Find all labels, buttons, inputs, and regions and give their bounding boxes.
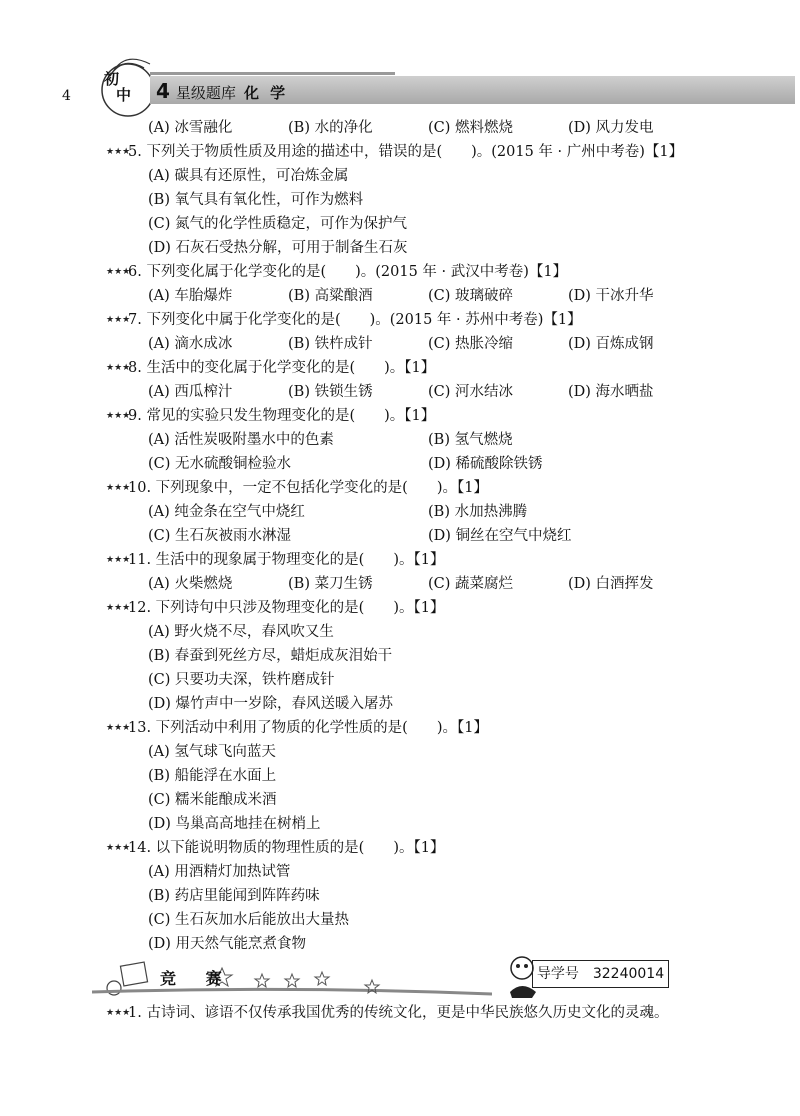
option: (D) 干冰升华 — [568, 288, 654, 304]
option: (D) 稀硫酸除铁锈 — [428, 456, 543, 472]
question-stem: 10. 下列现象中，一定不包括化学变化的是( )。【1】 — [128, 480, 488, 496]
option: (D) 爆竹声中一岁除，春风送暖入屠苏 — [148, 696, 394, 712]
difficulty-stars-icon: ★★★ — [106, 483, 131, 493]
question-stem: 13. 下列活动中利用了物质的化学性质的是( )。【1】 — [128, 720, 488, 736]
option: (B) 铁锁生锈 — [288, 384, 373, 400]
option: (A) 纯金条在空气中烧红 — [148, 504, 305, 520]
option: (C) 燃料燃烧 — [428, 120, 514, 136]
option: (A) 火柴燃烧 — [148, 576, 233, 592]
difficulty-stars-icon: ★★★ — [106, 555, 131, 565]
option: (A) 活性炭吸附墨水中的色素 — [148, 432, 334, 448]
competition-banner-icon — [92, 958, 492, 1000]
page-number: 4 — [62, 88, 71, 104]
option: (C) 氮气的化学性质稳定，可作为保护气 — [148, 216, 408, 232]
option: (A) 野火烧不尽，春风吹又生 — [148, 624, 334, 640]
option: (A) 碳具有还原性，可冶炼金属 — [148, 168, 349, 184]
option: (C) 只要功夫深，铁杵磨成针 — [148, 672, 335, 688]
guide-number-box: 导学号 32240014 — [532, 960, 669, 988]
option: (D) 石灰石受热分解，可用于制备生石灰 — [148, 240, 408, 256]
question-5 — [106, 142, 683, 162]
option: (B) 药店里能闻到阵阵药味 — [148, 888, 320, 904]
option: (D) 风力发电 — [568, 120, 654, 136]
question-11 — [106, 550, 444, 570]
question-stem: 6. 下列变化属于化学变化的是( )。(2015 年 · 武汉中考卷)【1】 — [128, 264, 568, 280]
option: (C) 无水硫酸铜检验水 — [148, 456, 292, 472]
subject-name: 化 学 — [243, 84, 289, 102]
question-14 — [106, 838, 444, 858]
question-6 — [106, 262, 567, 282]
question-stem: 9. 常见的实验只发生物理变化的是( )。【1】 — [128, 408, 436, 424]
header-divider — [150, 72, 395, 75]
option: (D) 海水晒盐 — [568, 384, 654, 400]
option: (A) 滴水成冰 — [148, 336, 233, 352]
question-7 — [106, 310, 582, 330]
option: (D) 白酒挥发 — [568, 576, 654, 592]
header-title — [156, 79, 288, 103]
difficulty-stars-icon: ★★★ — [106, 1008, 131, 1018]
option: (C) 热胀冷缩 — [428, 336, 514, 352]
competition-label: 竞 赛 — [160, 969, 234, 988]
option: (B) 氢气燃烧 — [428, 432, 513, 448]
option: (A) 氢气球飞向蓝天 — [148, 744, 276, 760]
option: (B) 高粱酿酒 — [288, 288, 373, 304]
question-stem: 7. 下列变化中属于化学变化的是( )。(2015 年 · 苏州中考卷)【1】 — [128, 312, 582, 328]
option: (B) 菜刀生锈 — [288, 576, 373, 592]
option: (C) 糯米能酿成米酒 — [148, 792, 277, 808]
option: (D) 用天然气能烹煮食物 — [148, 936, 307, 952]
option: (C) 蔬菜腐烂 — [428, 576, 514, 592]
question-12 — [106, 598, 444, 618]
option: (B) 水加热沸腾 — [428, 504, 528, 520]
question-8 — [106, 358, 435, 378]
option: (C) 生石灰加水后能放出大量热 — [148, 912, 350, 928]
option: (A) 车胎爆炸 — [148, 288, 233, 304]
option: (B) 氧气具有氧化性，可作为燃料 — [148, 192, 364, 208]
option: (C) 河水结冰 — [428, 384, 514, 400]
question-stem: 8. 生活中的变化属于化学变化的是( )。【1】 — [128, 360, 436, 376]
question-stem: 12. 下列诗句中只涉及物理变化的是( )。【1】 — [128, 600, 445, 616]
question-stem: 1. 古诗词、谚语不仅传承我国优秀的传统文化，更是中华民族悠久历史文化的灵魂。 — [128, 1005, 669, 1021]
option: (D) 鸟巢高高地挂在树梢上 — [148, 816, 321, 832]
competition-question-1 — [106, 1003, 668, 1023]
question-13 — [106, 718, 488, 738]
difficulty-stars-icon: ★★★ — [106, 411, 131, 421]
grade-top: 初 — [104, 70, 120, 88]
question-stem: 11. 生活中的现象属于物理变化的是( )。【1】 — [128, 552, 445, 568]
option: (A) 用酒精灯加热试管 — [148, 864, 291, 880]
question-9 — [106, 406, 435, 426]
option: (A) 西瓜榨汁 — [148, 384, 233, 400]
option: (C) 玻璃破碎 — [428, 288, 514, 304]
difficulty-stars-icon: ★★★ — [106, 603, 131, 613]
grade-number: 4 — [156, 79, 170, 103]
difficulty-stars-icon: ★★★ — [106, 267, 131, 277]
option: (C) 生石灰被雨水淋湿 — [148, 528, 292, 544]
question-stem: 14. 以下能说明物质的物理性质的是( )。【1】 — [128, 840, 445, 856]
grade-bottom: 中 — [116, 86, 132, 104]
option: (B) 船能浮在水面上 — [148, 768, 277, 784]
difficulty-stars-icon: ★★★ — [106, 315, 131, 325]
difficulty-stars-icon: ★★★ — [106, 363, 131, 373]
question-stem: 5. 下列关于物质性质及用途的描述中，错误的是( )。(2015 年 · 广州中考卷)【1】 — [128, 144, 684, 160]
option: (A) 冰雪融化 — [148, 120, 233, 136]
option: (D) 百炼成钢 — [568, 336, 654, 352]
series-name: 星级题库 — [175, 84, 236, 102]
option: (B) 铁杵成针 — [288, 336, 373, 352]
option: (D) 铜丝在空气中烧红 — [428, 528, 572, 544]
difficulty-stars-icon: ★★★ — [106, 843, 131, 853]
difficulty-stars-icon: ★★★ — [106, 147, 131, 157]
option: (B) 春蚕到死丝方尽，蜡炬成灰泪始干 — [148, 648, 393, 664]
difficulty-stars-icon: ★★★ — [106, 723, 131, 733]
question-10 — [106, 478, 488, 498]
option: (B) 水的净化 — [288, 120, 373, 136]
